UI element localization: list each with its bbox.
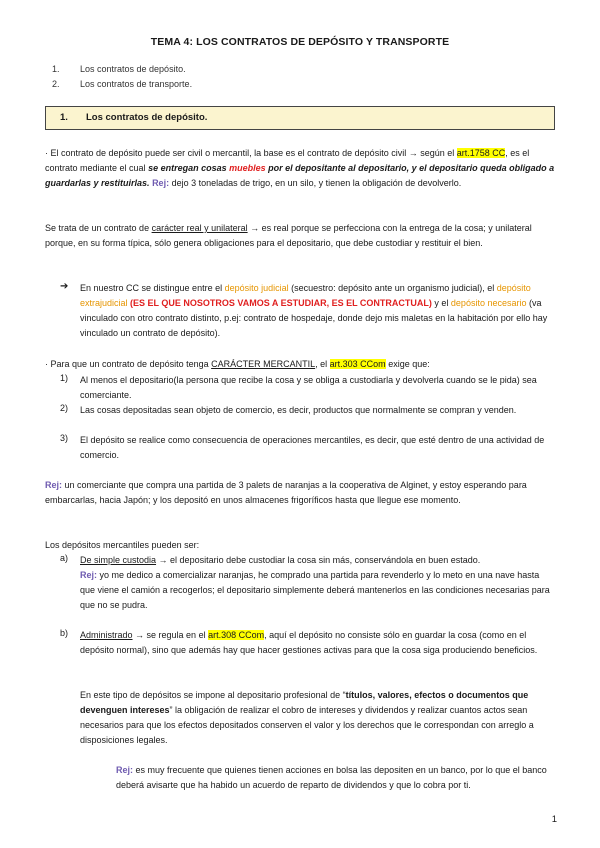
text-underlined: De simple custodia [80,555,157,565]
section-number: 1. [60,112,68,123]
example-label: Rej: [45,480,63,490]
term-judicial: depósito judicial [224,283,289,293]
toc-text: Los contratos de depósito. [80,64,186,74]
list-letter: b) [60,628,69,638]
page-number: 1 [551,814,557,825]
toc-number: 1. [52,64,60,74]
term-necesario: depósito necesario [450,298,527,308]
article-reference: art.1758 CC [456,148,506,158]
text-underlined: CARÁCTER MERCANTIL [211,359,316,369]
list-item: El depósito se realice como consecuencia de operaciones mercantiles, es decir, que esté dentro de una actividad de comercio. [80,435,545,460]
text: Se trata de un contrato de [45,223,152,233]
text: → el depositario debe custodiar la cosa sin más, conservándola en buen estado. [156,555,481,565]
text-underlined: carácter real y unilateral [151,223,248,233]
article-reference: art.308 CCom [208,630,265,640]
example-label: Rej: [116,765,134,775]
text: dejo 3 toneladas de trigo, en un silo, y tienen la obligación de devolverlo. [169,178,462,188]
text-emphasis: por el depositante al depositario, y el depositario queda obligado a guardarlas y restituirlas. [45,163,555,188]
toc-text: Los contratos de transporte. [80,79,193,89]
text-highlight-red: (ES EL QUE NOSOTROS VAMOS A ESTUDIAR, ES EL CONTRACTUAL) [130,298,432,308]
text: (secuestro: depósito ante un organismo judicial), el [288,283,497,293]
text: exige que: [385,359,430,369]
list-item-simple-custodia [80,553,555,613]
text: (va vinculado con otro contrato distinto, p.ej: contrato de hospedaje, donde dejo mis maletas en la habitación por ello hay vinculado un contrato de depósito). [80,298,548,338]
text: → se regula en el [132,630,209,640]
example-label: Rej: [152,178,170,188]
term-extrajudicial: depósito extrajudicial [80,283,531,308]
paragraph-example-naranjas [45,478,550,508]
text-underlined: Administrado [80,630,133,640]
text: un comerciante que compra una partida de 3 palets de naranjas a la cooperativa de Alginet, y estoy esperando para embarcarlas, hacia Japón; y los depositó en unos almacenes frigoríficos hasta que llegue ese momento. [45,480,527,505]
article-reference: art.303 CCom [329,359,386,369]
list-letter: a) [60,553,69,563]
text: , el [315,359,330,369]
text-emphasis: se entregan cosas [148,163,230,173]
text: · El contrato de depósito puede ser civil o mercantil, la base es el contrato de depósito civil → según el [45,148,457,158]
paragraph-mercantil [45,357,555,372]
paragraph-definition [45,146,555,191]
text: , aquí el depósito no consiste sólo en guardar la cosa (como en el depósito normal), sino que además hay que hacer gestiones activas para que la cosa siga produciendo beneficios. [80,630,538,655]
text: y el [431,298,451,308]
text-bold: títulos, valores, efectos o documentos que devenguen intereses [80,690,529,715]
list-item: Al menos el depositario(la persona que recibe la cosa y se obliga a custodiarla y devolverla cuando se le pida) sea comerciante. [80,375,537,400]
list-number: 1) [60,373,69,383]
paragraph-administrado-detail [80,688,555,748]
text: yo me dedico a comercializar naranjas, he comprado una partida para revenderlo y lo meto en una nave hasta que viene el camión a recogerlos; el depositario simplemente deberá mantenerlos en las condiciones necesarias para que no se pudra. [80,570,550,610]
section-title: Los contratos de depósito. [86,112,208,123]
paragraph-types-cc [80,281,555,341]
text: → es real porque se perfecciona con la entrega de la cosa; y unilateral porque, en su forma típica, sólo genera obligaciones para el depositario, que debe custodiar y restituir el bien. [45,223,532,248]
toc-number: 2. [52,79,60,89]
paragraph-intro-types: Los depósitos mercantiles pueden ser: [45,540,200,550]
list-number: 3) [60,433,69,443]
text: , es el contrato mediante el cual [45,148,530,173]
text: ” la obligación de realizar el cobro de intereses y dividendos y realizar cuantos actos sean necesarios para que los efectos depositados conserven el valor y los derechos que le correspondan con arreglo a disposiciones legales. [80,705,534,745]
text-highlight-red: muebles [229,163,266,173]
paragraph-character [45,221,555,251]
toc-item-2 [52,79,192,89]
example-label: Rej: [80,570,98,580]
text: · Para que un contrato de depósito tenga [45,359,212,369]
page-title: TEMA 4: LOS CONTRATOS DE DEPÓSITO Y TRANSPORTE [150,36,450,48]
arrow-bullet-icon: ➔ [60,281,69,292]
text: En nuestro CC se distingue entre el [80,283,225,293]
section-heading [45,106,555,130]
list-number: 2) [60,403,69,413]
list-item: Las cosas depositadas sean objeto de comercio, es decir, productos que normalmente se compran y venden. [80,405,517,415]
list-item-administrado [80,628,555,658]
toc-item-1 [52,64,186,74]
text: En este tipo de depósitos se impone al depositario profesional de “ [80,690,346,700]
text: es muy frecuente que quienes tienen acciones en bolsa las depositen en un banco, por lo que el banco deberá avisarte que ha habido un acuerdo de reparto de dividendos y que lo cobra por ti. [116,765,547,790]
paragraph-example-bolsa [116,763,556,793]
